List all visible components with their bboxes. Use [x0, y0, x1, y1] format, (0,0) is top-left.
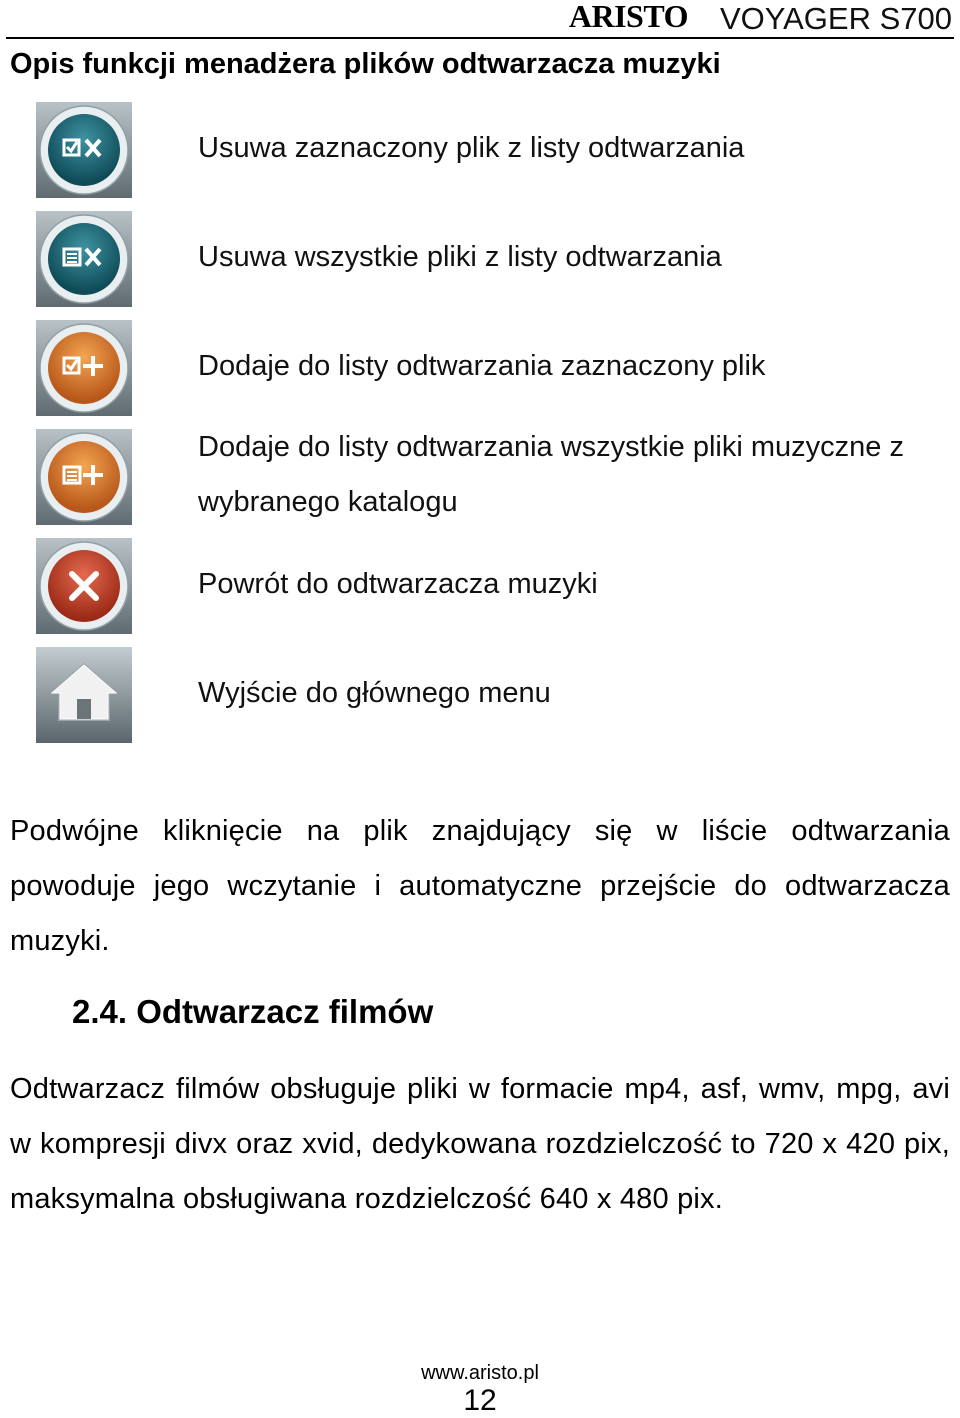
close-icon[interactable]: [36, 538, 132, 634]
function-description: Usuwa zaznaczony plik z listy odtwarzania: [198, 132, 745, 164]
function-description: Powrót do odtwarzacza muzyki: [198, 568, 598, 600]
double-click-paragraph: Podwójne kliknięcie na plik znajdujący się w liście odtwarzania powoduje jego wczytanie i automatyczne przejście do odtwarzacza muzyki.: [10, 815, 950, 957]
footer-url: www.aristo.pl: [421, 1362, 539, 1384]
playlist-remove-all-icon[interactable]: [36, 211, 132, 307]
function-description: Dodaje do listy odtwarzania wszystkie pliki muzyczne z wybranego katalogu: [198, 431, 904, 518]
function-description: Dodaje do listy odtwarzania zaznaczony plik: [198, 350, 766, 382]
page-number: 12: [463, 1384, 497, 1417]
function-description: Wyjście do głównego menu: [198, 677, 551, 709]
video-player-paragraph: Odtwarzacz filmów obsługuje pliki w formacie mp4, asf, wmv, mpg, avi w kompresji divx oraz xvid, dedykowana rozdzielczość to 720 x 420 pix, maksymalna obsługiwana rozdzielczość 640 x 480 pix.: [10, 1073, 950, 1215]
header-divider: [6, 37, 954, 39]
playlist-add-selected-icon[interactable]: [36, 320, 132, 416]
model-name: VOYAGER S700: [719, 1, 952, 36]
function-description: Usuwa wszystkie pliki z listy odtwarzania: [198, 241, 722, 273]
page-header: [0, 0, 960, 42]
subsection-heading: 2.4. Odtwarzacz filmów: [72, 993, 434, 1030]
home-icon[interactable]: [36, 647, 132, 743]
playlist-remove-selected-icon[interactable]: [36, 102, 132, 198]
brand-logo: ARISTO: [568, 0, 688, 34]
playlist-add-all-icon[interactable]: [36, 429, 132, 525]
section-title: Opis funkcji menadżera plików odtwarzacza muzyki: [10, 48, 721, 80]
